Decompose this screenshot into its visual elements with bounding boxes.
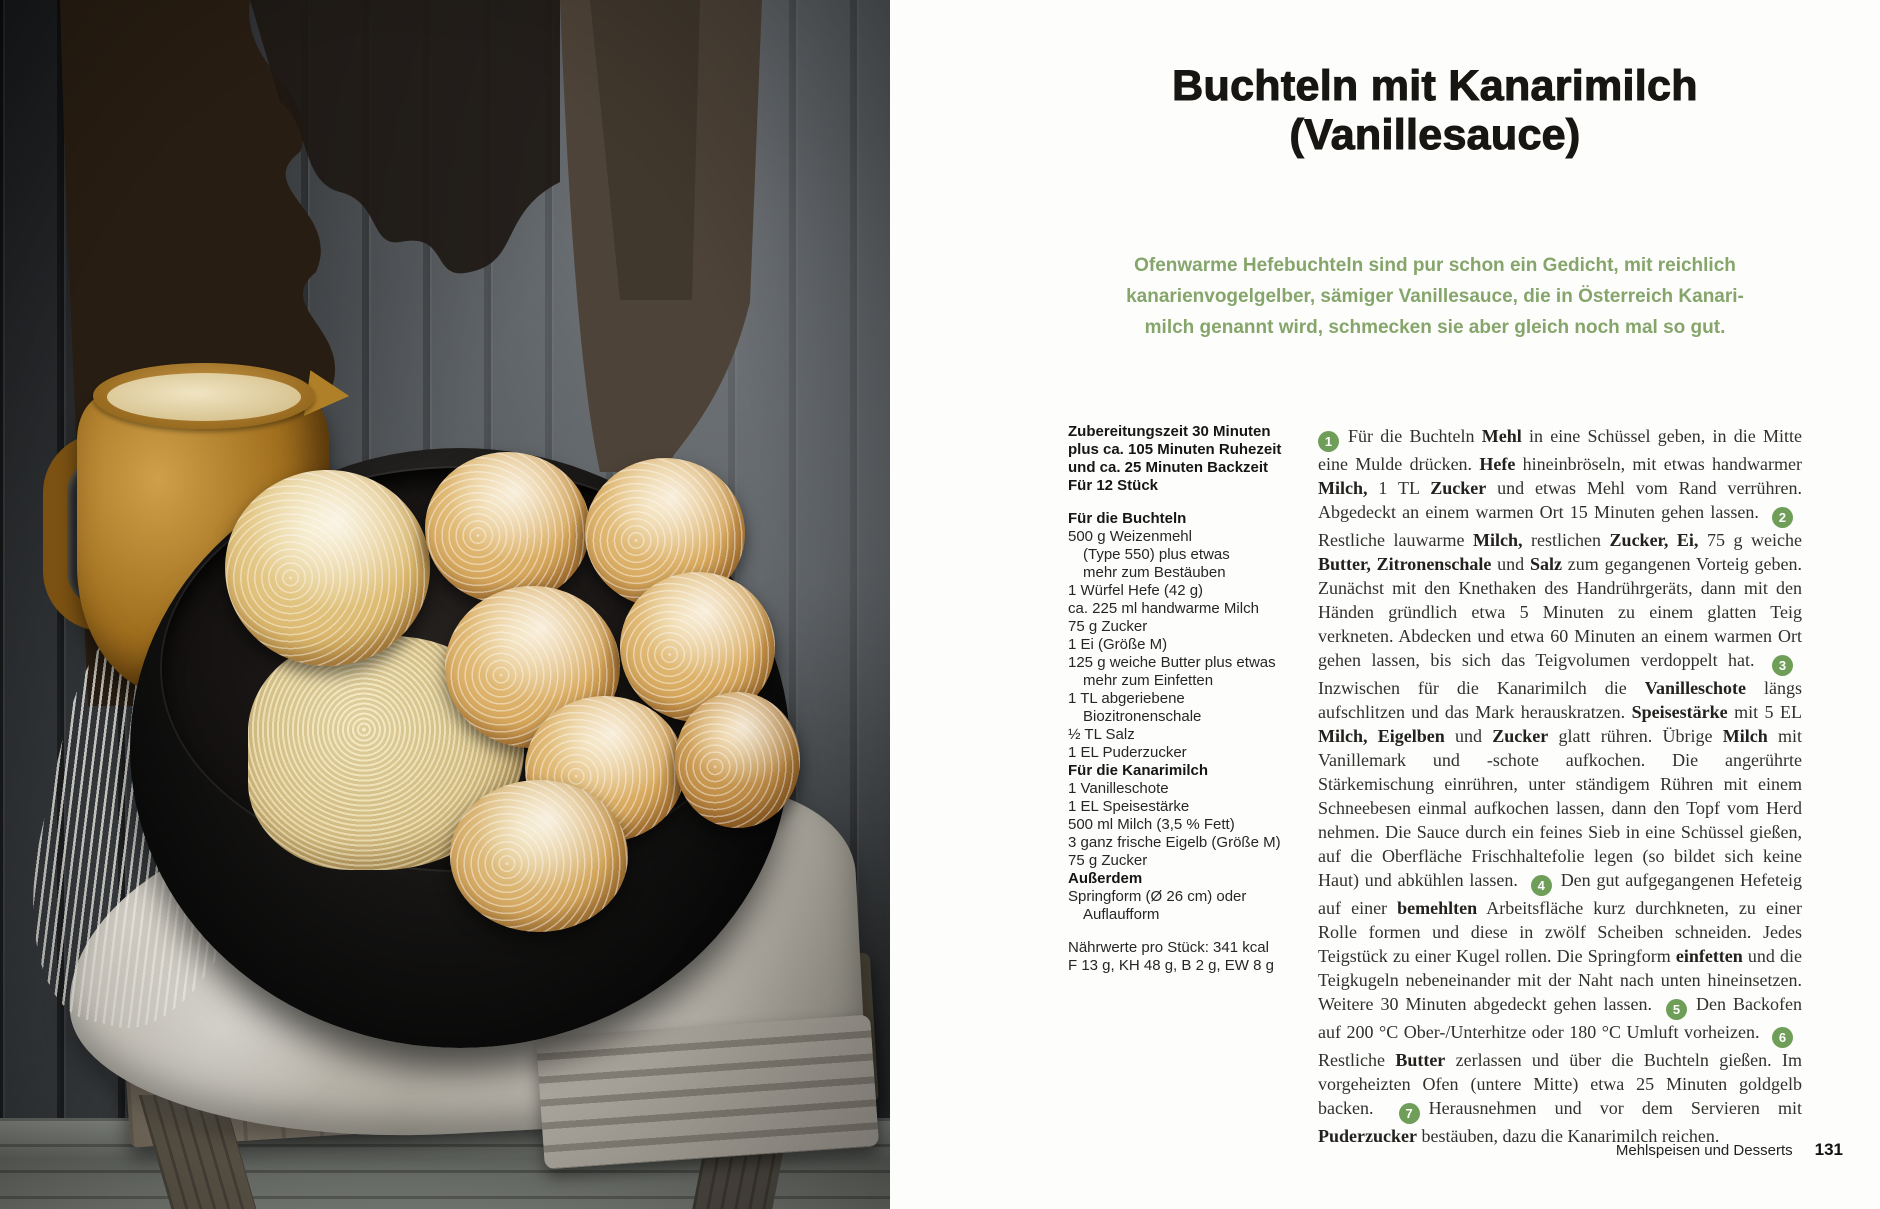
powdered-sugar	[425, 452, 590, 604]
page-footer	[1616, 1140, 1843, 1160]
ingredient-line: ca. 225 ml handwarme Milch	[1068, 600, 1259, 617]
ingredient-line: Biozitronenschale	[1083, 708, 1202, 725]
buchtel-bun	[225, 470, 430, 666]
ingredient-line: 1 TL abgeriebene	[1068, 690, 1185, 707]
intro-line: kanarienvogelgelber, sämiger Vanillesauce, die in Österreich Kanari-	[1126, 286, 1744, 307]
ingredient-line: mehr zum Bestäuben	[1083, 564, 1226, 581]
ingredients-spacer	[1068, 924, 1320, 939]
ingredient-line: 125 g weiche Butter plus etwas	[1068, 654, 1276, 671]
page-title	[1040, 62, 1830, 160]
ingredient-heading: und ca. 25 Minuten Backzeit	[1068, 459, 1269, 476]
recipe-photo	[0, 0, 890, 1209]
ingredient-heading: Für 12 Stück	[1068, 477, 1159, 494]
ingredient-line: 1 Ei (Größe M)	[1068, 636, 1168, 653]
ingredient-line: Auflaufform	[1083, 906, 1160, 923]
ingredient-line: F 13 g, KH 48 g, B 2 g, EW 8 g	[1068, 957, 1274, 974]
ingredient-line: 1 Vanilleschote	[1068, 780, 1169, 797]
ingredient-line: 3 ganz frische Eigelb (Größe M)	[1068, 834, 1281, 851]
intro-line: milch genannt wird, schmecken sie aber gleich noch mal so gut.	[1144, 317, 1726, 338]
ingredient-line: 500 ml Milch (3,5 % Fett)	[1068, 816, 1235, 833]
buchtel-bun	[450, 780, 628, 932]
step-number-badge: 5	[1666, 999, 1687, 1020]
ingredient-heading: Zubereitungszeit 30 Minuten	[1068, 423, 1271, 440]
ingredient-line: 1 Würfel Hefe (42 g)	[1068, 582, 1204, 599]
ingredient-heading: plus ca. 105 Minuten Ruhezeit	[1068, 441, 1282, 458]
ingredients-spacer	[1068, 495, 1320, 510]
ingredient-line: Springform (Ø 26 cm) oder	[1068, 888, 1247, 905]
step-number-badge: 3	[1772, 655, 1793, 676]
vanilla-sauce	[107, 373, 301, 421]
ingredient-line: (Type 550) plus etwas	[1083, 546, 1230, 563]
footer-section-label: Mehlspeisen und Desserts	[1615, 1142, 1793, 1159]
ingredient-heading: Für die Buchteln	[1068, 510, 1187, 527]
powdered-sugar	[225, 470, 430, 666]
step-number-badge: 4	[1531, 875, 1552, 896]
title-line: (Vanillesauce)	[1289, 111, 1581, 159]
ingredient-line: 1 EL Speisestärke	[1068, 798, 1190, 815]
ingredient-line: 1 EL Puderzucker	[1068, 744, 1187, 761]
steps-paragraph: 1 Für die Buchteln Mehl in eine Schüssel geben, in die Mitte eine Mulde drücken. Hefe hineinbröseln, mit etwas handwarmer Milch, 1 TL Zucker und etwas Mehl vom Rand verrühren. Abgedeckt an einem warmen Ort 15 Minuten gehen lassen. 2Restliche lauwarme Milch, restlichen Zucker, Ei, 75 g weiche Butter, Zitronenschale und Salz zum gegangenen Vorteig geben. Zunächst mit den Knethaken des Handrührgeräts, dann mit den Händen gründlich etwa 5 Minuten zu einem glatten Teig verkneten. Abdecken und etwa 60 Minuten an einem warmen Ort gehen lassen, bis sich das Teigvolumen verdoppelt hat. 3Inzwischen für die Kanarimilch die Vanilleschote längs aufschlitzen und das Mark herauskratzen. Speisestärke mit 5 EL Milch, Eigelben und Zucker glatt rühren. Übrige Milch mit Vanillemark und -schote aufkochen. Die angerührte Stärkemischung einrühren, unter ständigem Rühren mit einem Schneebesen einmal aufkochen lassen, dann den Topf vom Herd nehmen. Die Sauce durch ein feines Sieb in eine Schüssel gießen, auf die Oberfläche Frischhaltefolie legen (so bildet sich keine Haut) und abkühlen lassen. 4 Den gut aufgegangenen Hefeteig auf einer bemehlten Arbeitsfläche kurz durchkneten, zu einer Rolle formen und diese in zwölf Scheiben schneiden. Jedes Teigstück zu einer Kugel rollen. Die Springform einfetten und die Teigkugeln nebeneinander mit der Naht nach unten hineinsetzen. Weitere 30 Minuten abgedeckt gehen lassen. 5 Den Backofen auf 200 °C Ober-/Unterhitze oder 180 °C Umluft vorheizen. 6Restliche Butter zerlassen und über die Buchteln gießen. Im vorgeheizten Ofen (untere Mitte) etwa 25 Minuten goldgelb backen. 7 Herausnehmen und vor dem Servieren mit Puderzucker bestäuben, dazu die Kanarimilch reichen.	[1318, 426, 1803, 1146]
ingredient-line: mehr zum Einfetten	[1083, 672, 1214, 689]
intro-line: Ofenwarme Hefebuchteln sind pur schon ein Gedicht, mit reichlich	[1134, 255, 1736, 276]
step-number-badge: 7	[1399, 1103, 1420, 1124]
step-number-badge: 6	[1772, 1027, 1793, 1048]
buchtel-bun	[675, 692, 800, 828]
ingredient-line: 500 g Weizenmehl	[1068, 528, 1192, 545]
ingredient-heading: Für die Kanarimilch	[1068, 762, 1209, 779]
ingredients-column	[1068, 423, 1320, 975]
powdered-sugar	[675, 692, 800, 828]
page-number: 131	[1814, 1140, 1843, 1159]
baking-pan	[130, 448, 790, 1048]
ingredient-line: 75 g Zucker	[1068, 618, 1148, 635]
step-number-badge: 2	[1772, 507, 1793, 528]
ingredient-line: ½ TL Salz	[1068, 726, 1135, 743]
ingredient-line: Nährwerte pro Stück: 341 kcal	[1068, 939, 1269, 956]
ingredient-heading: Außerdem	[1068, 870, 1143, 887]
step-number-badge: 1	[1318, 431, 1339, 452]
buchtel-bun	[425, 452, 590, 604]
intro-text	[1085, 250, 1785, 343]
powdered-sugar	[450, 780, 628, 932]
ingredient-line: 75 g Zucker	[1068, 852, 1148, 869]
title-line: Buchteln mit Kanarimilch	[1172, 62, 1698, 110]
